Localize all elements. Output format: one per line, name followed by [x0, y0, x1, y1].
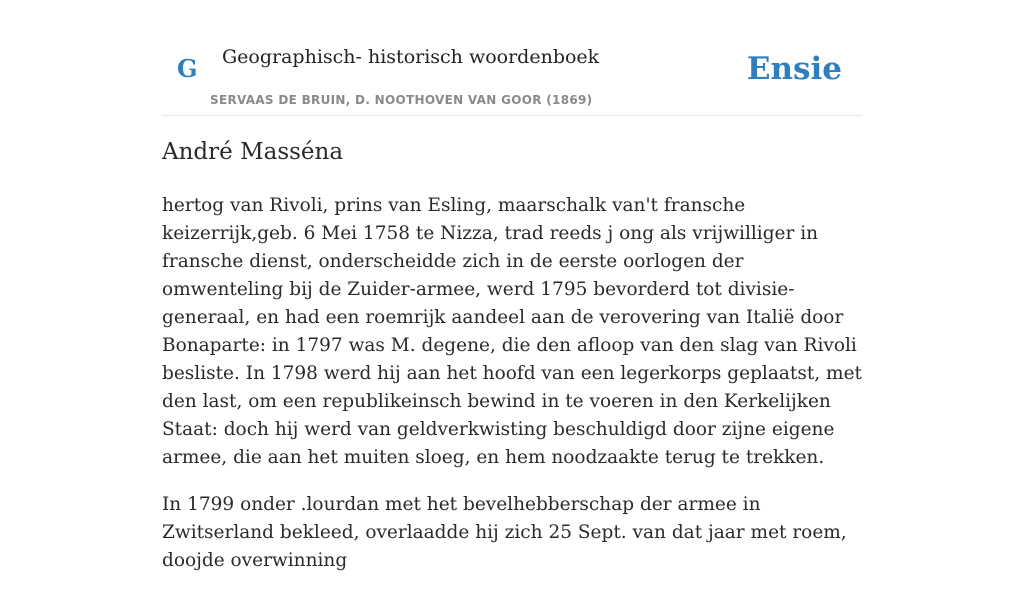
entry-paragraph: hertog van Rivoli, prins van Esling, maarschalk van't fransche keizerrijk,geb. 6 Mei 1758 te Nizza, trad reeds j ong als vrijwilliger in fransche dienst, onderscheidde zich in de eerste oorlogen der omwenteling bij de Zuider-armee, werd 1795 bevorderd tot divisie-generaal, en had een roemrijk aandeel aan de verovering van Italië door Bonaparte: in 1797 was M. degene, die den afloop van den slag van Rivoli besliste. In 1798 werd hij aan het hoofd van een legerkorps geplaatst, met den last, om een republikeinsch bewind in te voeren in den Kerkelijken Staat: doch hij werd van geldverkwisting beschuldigd door zijne eigene armee, die aan het muiten sloeg, en hem noodzaakte terug te trekken. [162, 195, 862, 468]
entry-body [162, 192, 862, 594]
book-authors: SERVAAS DE BRUIN, D. NOOTHOVEN VAN GOOR (1869) [210, 93, 593, 107]
book-header [162, 40, 862, 116]
book-letter-icon: G [177, 54, 198, 83]
entry-title: André Masséna [162, 139, 344, 165]
ensie-logo-link[interactable]: Ensie [746, 51, 842, 87]
book-title-link[interactable]: Geographisch- historisch woordenboek [222, 46, 600, 68]
entry-paragraph: In 1799 onder .lourdan met het bevelhebberschap der armee in Zwitserland bekleed, overlaadde hij zich 25 Sept. van dat jaar met roem, doojde overwinning [162, 494, 847, 571]
